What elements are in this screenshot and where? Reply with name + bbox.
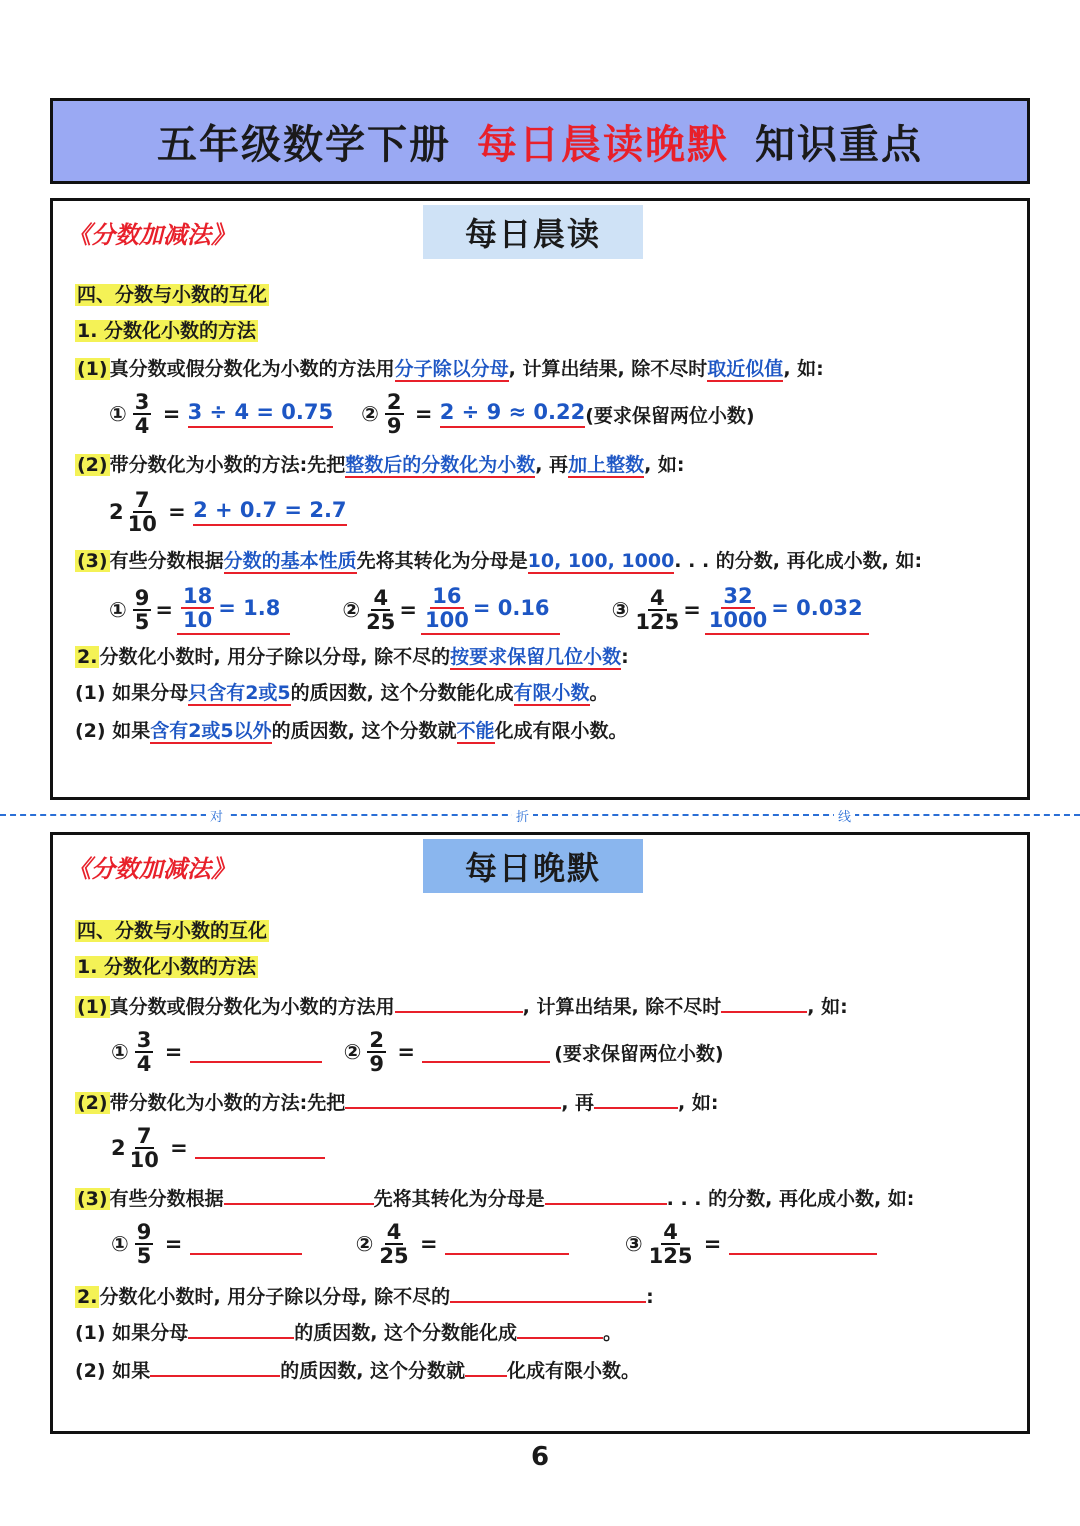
rule-3: (3) 有些分数根据分数的基本性质先将其转化为分母是10, 100, 1000. . . 的分数, 再化成小数, 如:	[77, 550, 923, 572]
answer-blank[interactable]	[729, 1233, 877, 1255]
section-tag: 《分数加减法》	[67, 855, 235, 883]
heading-1: 四、分数与小数的互化	[77, 920, 268, 942]
heading-2: 1. 分数化小数的方法	[77, 956, 257, 978]
answer-blank[interactable]	[345, 1087, 561, 1109]
example-1: ① $\frac{3}{4}$ = 3 ÷ 4 = 0.75 ② $\frac{2}{9}$ = 2 ÷ 9 ≈ 0.22 (要求保留两位小数)	[109, 390, 755, 438]
evening-recitation-panel	[50, 832, 1030, 1434]
example-2: 2 $\frac{7}{10}$ = 2 + 0.7 = 2.7	[109, 488, 347, 536]
answer-blank[interactable]	[594, 1087, 678, 1109]
answer-blank[interactable]	[190, 1041, 322, 1063]
rule-6: (2) 如果含有2或5以外的质因数, 这个分数就不能化成有限小数。	[75, 720, 628, 742]
answer-blank[interactable]	[195, 1137, 325, 1159]
example-2: 2 $\frac{7}{10}$ =	[111, 1125, 325, 1171]
answer-blank[interactable]	[190, 1233, 302, 1255]
answer-blank[interactable]	[721, 991, 807, 1013]
rule-2: (2) 带分数化为小数的方法:先把整数后的分数化为小数, 再加上整数, 如:	[77, 454, 685, 476]
fold-label-1: 对	[206, 806, 227, 825]
example-3: ① $\frac{9}{5}$ = $\frac{18}{10}$ = 1.8 ② $\frac{4}{25}$ = $\frac{16}{100}$ = 0.16 ③ $\frac{4}{125}$ = $\frac{32}{1000}$ = 0.032	[109, 585, 873, 635]
rule-5: (1) 如果分母只含有2或5的质因数, 这个分数能化成有限小数。	[75, 682, 609, 704]
answer-blank[interactable]	[395, 991, 523, 1013]
header-highlight: 每日晨读晚默	[477, 121, 729, 168]
answer-blank[interactable]	[422, 1041, 550, 1063]
rule-4: 2. 分数化小数时, 用分子除以分母, 除不尽的 :	[75, 1281, 654, 1311]
page-header	[50, 98, 1030, 184]
header-grade: 五年级数学下册	[157, 121, 451, 168]
rule-6: (2) 如果 的质因数, 这个分数就 化成有限小数。	[75, 1355, 640, 1385]
heading-1: 四、分数与小数的互化	[77, 284, 268, 306]
answer-blank[interactable]	[224, 1183, 374, 1205]
panel-title: 每日晨读	[423, 205, 643, 259]
example-3: ① $\frac{9}{5}$ = ② $\frac{4}{25}$ = ③ $\frac{4}{125}$ =	[111, 1221, 877, 1267]
page-number: 6	[530, 1442, 550, 1472]
rule-1: (1) 真分数或假分数化为小数的方法用分子除以分母, 计算出结果, 除不尽时取近似值, 如:	[77, 358, 824, 380]
fold-label-2: 折	[512, 806, 533, 825]
fold-label-3: 线	[834, 806, 855, 825]
answer-blank[interactable]	[465, 1355, 507, 1377]
heading-2: 1. 分数化小数的方法	[77, 320, 257, 342]
answer-blank[interactable]	[517, 1317, 603, 1339]
morning-reading-panel	[50, 198, 1030, 800]
answer-blank[interactable]	[445, 1233, 569, 1255]
answer-blank[interactable]	[450, 1281, 646, 1303]
rule-4: 2. 分数化小数时, 用分子除以分母, 除不尽的按要求保留几位小数:	[77, 646, 629, 668]
rule-2: (2) 带分数化为小数的方法:先把 , 再 , 如:	[75, 1087, 718, 1117]
section-tag: 《分数加减法》	[67, 221, 235, 249]
rule-1: (1) 真分数或假分数化为小数的方法用 , 计算出结果, 除不尽时 , 如:	[75, 991, 848, 1021]
header-topic: 知识重点	[755, 121, 923, 168]
rule-3: (3) 有些分数根据 先将其转化为分母是 . . . 的分数, 再化成小数, 如:	[75, 1183, 914, 1213]
panel-title: 每日晚默	[423, 839, 643, 893]
answer-blank[interactable]	[545, 1183, 667, 1205]
answer-blank[interactable]	[150, 1355, 280, 1377]
answer-blank[interactable]	[188, 1317, 294, 1339]
rule-5: (1) 如果分母 的质因数, 这个分数能化成 。	[75, 1317, 622, 1347]
fold-line	[0, 814, 1080, 816]
example-1: ① $\frac{3}{4}$ = ② $\frac{2}{9}$ = (要求保留两位小数)	[111, 1028, 724, 1076]
